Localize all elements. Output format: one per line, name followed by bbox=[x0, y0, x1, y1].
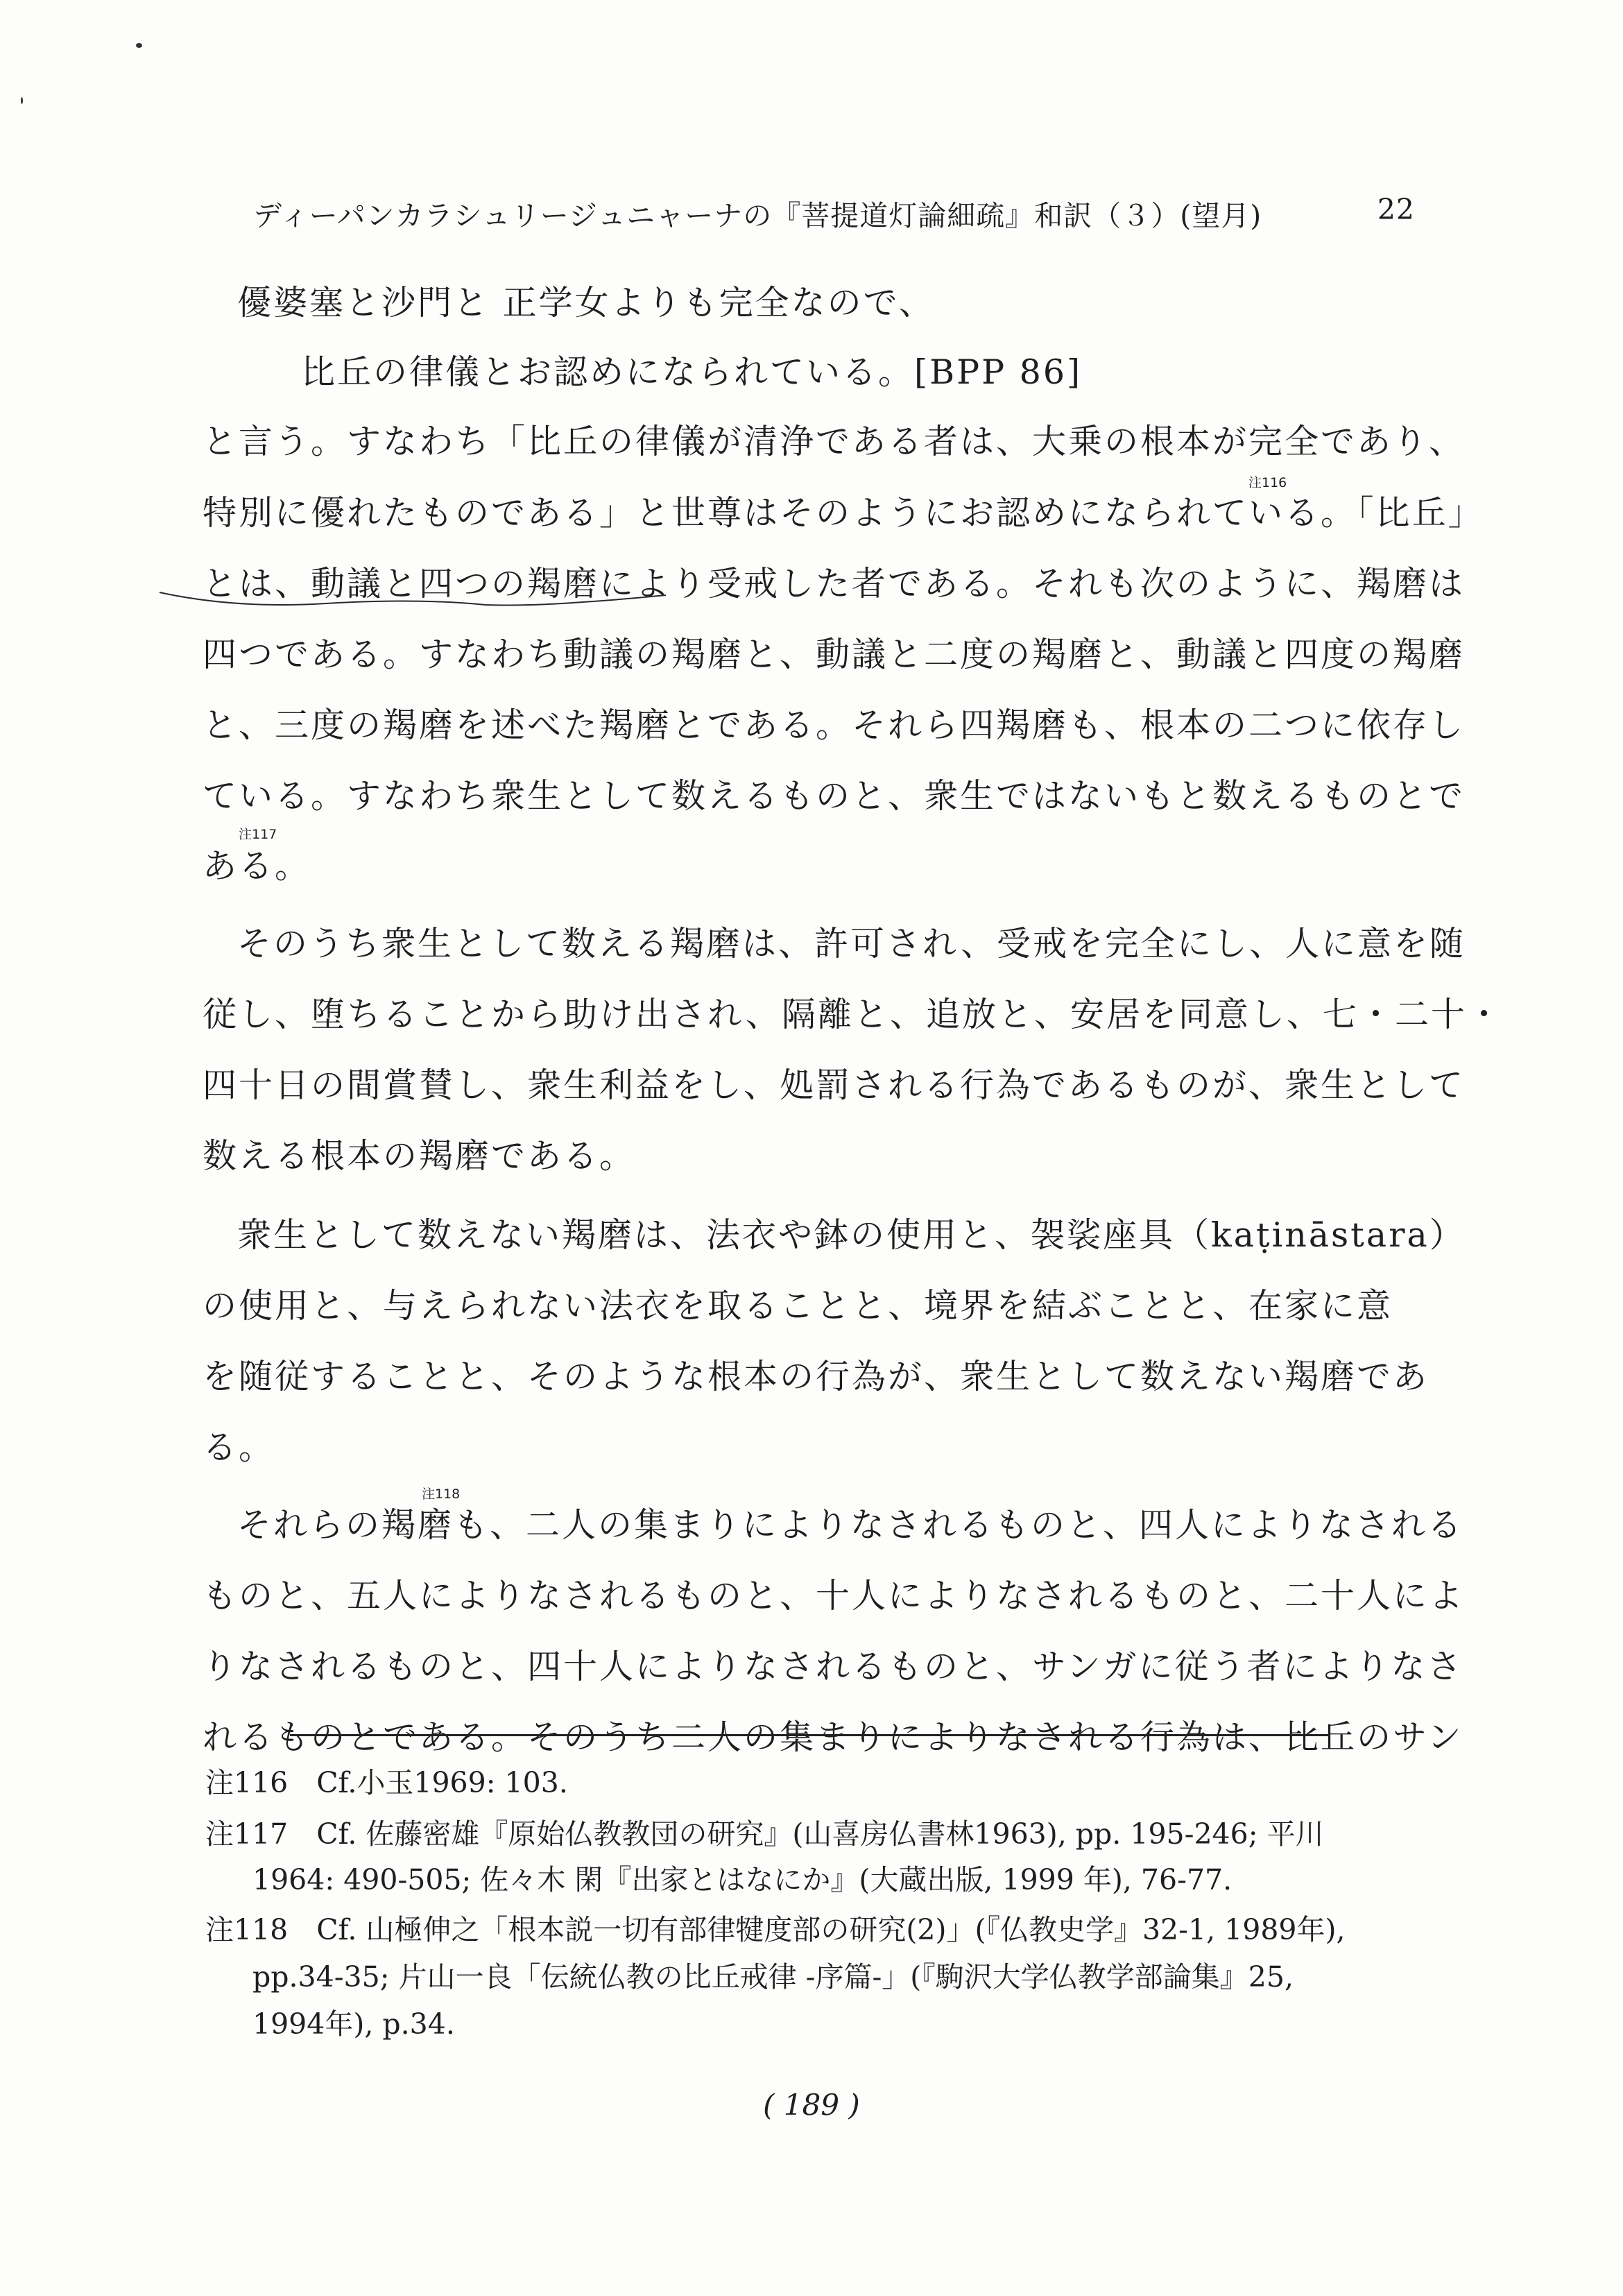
footnote-118-continuation: 1994年), p.34. bbox=[252, 2007, 455, 2041]
footnote-118-continuation: pp.34-35; 片山一良「伝統仏教の比丘戒律 -序篇-」(『駒沢大学仏教学部論集』25, bbox=[252, 1960, 1294, 1994]
footnote-rule bbox=[290, 1734, 1330, 1736]
footnote-117: 注117 Cf. 佐藤密雄『原始仏教教団の研究』(山喜房仏書林1963), pp. 195-246; 平川 bbox=[205, 1817, 1324, 1851]
text-line: の使用と、与えられない法衣を取ることと、境界を結ぶことと、在家に意 bbox=[203, 1286, 1393, 1326]
running-head-title: ディーパンカラシュリージュニャーナの『菩提道灯論細疏』和訳（３）(望月) bbox=[253, 199, 1262, 232]
text-line: 優婆塞と沙門と 正学女よりも完全なので、 bbox=[237, 283, 935, 323]
text-line: と、三度の羯磨を述べた羯磨とである。それら四羯磨も、根本の二つに依存し bbox=[203, 705, 1466, 745]
text-line: ている。すなわち衆生として数えるものと、衆生ではないもと数えるものとで bbox=[203, 776, 1466, 816]
note-ref-117: 注117 bbox=[239, 827, 277, 842]
text-line: と言う。すなわち「比丘の律儀が清浄である者は、大乗の根本が完全であり、 bbox=[203, 422, 1466, 461]
footnote-118: 注118 Cf. 山極伸之「根本説一切有部律犍度部の研究(2)」(『仏教史学』32-1, 1989年), bbox=[205, 1913, 1346, 1946]
text-line: りなされるものと、四十人によりなされるものと、サンガに従う者によりなさ bbox=[203, 1647, 1463, 1686]
page-number: ( 189 ) bbox=[763, 2088, 860, 2122]
note-ref-116: 注116 bbox=[1248, 475, 1287, 490]
text-line: それらの羯磨も、二人の集まりによりなされるものと、四人によりなされる bbox=[237, 1505, 1464, 1545]
note-ref-118: 注118 bbox=[422, 1487, 461, 1502]
text-line: 特別に優れたものである」と世尊はそのようにお認めになられている。「比丘」 bbox=[203, 493, 1484, 533]
text-line: を随従することと、そのような根本の行為が、衆生として数えない羯磨であ bbox=[203, 1357, 1429, 1396]
text-line: る。 bbox=[203, 1428, 275, 1467]
text-line: 数える根本の羯磨である。 bbox=[203, 1136, 636, 1176]
footnote-117-continuation: 1964: 490-505; 佐々木 閑『出家とはなにか』(大蔵出版, 1999 年), 76-77. bbox=[252, 1863, 1233, 1896]
text-line: 衆生として数えない羯磨は、法衣や鉢の使用と、袈裟座具（kaṭināstara） bbox=[237, 1215, 1466, 1255]
text-line: とは、動議と四つの羯磨により受戒した者である。それも次のように、羯磨は bbox=[203, 564, 1466, 603]
text-line: 従し、堕ちることから助け出され、隔離と、追放と、安居を同意し、七・二十・ bbox=[203, 995, 1503, 1034]
text-line: 四つである。すなわち動議の羯磨と、動議と二度の羯磨と、動議と四度の羯磨 bbox=[203, 635, 1466, 674]
text-line: 四十日の間賞賛し、衆生利益をし、処罰される行為であるものが、衆生として bbox=[203, 1065, 1466, 1105]
text-line: ものと、五人によりなされるものと、十人によりなされるものと、二十人によ bbox=[203, 1576, 1466, 1616]
running-head-page-number: 22 bbox=[1377, 193, 1415, 226]
text-line: そのうち衆生として数える羯磨は、許可され、受戒を完全にし、人に意を随 bbox=[237, 924, 1466, 963]
handwritten-underline bbox=[97, 588, 694, 616]
text-line: ある。 bbox=[203, 846, 311, 886]
verse-line: 比丘の律儀とお認めになられている。[BPP 86] bbox=[301, 352, 1083, 392]
footnote-116: 注116 Cf.小玉1969: 103. bbox=[205, 1766, 568, 1799]
scan-speck bbox=[136, 43, 142, 48]
scan-speck bbox=[21, 97, 23, 104]
text-line: れるものとである。そのうち二人の集まりによりなされる行為は、比丘のサン bbox=[203, 1717, 1463, 1757]
